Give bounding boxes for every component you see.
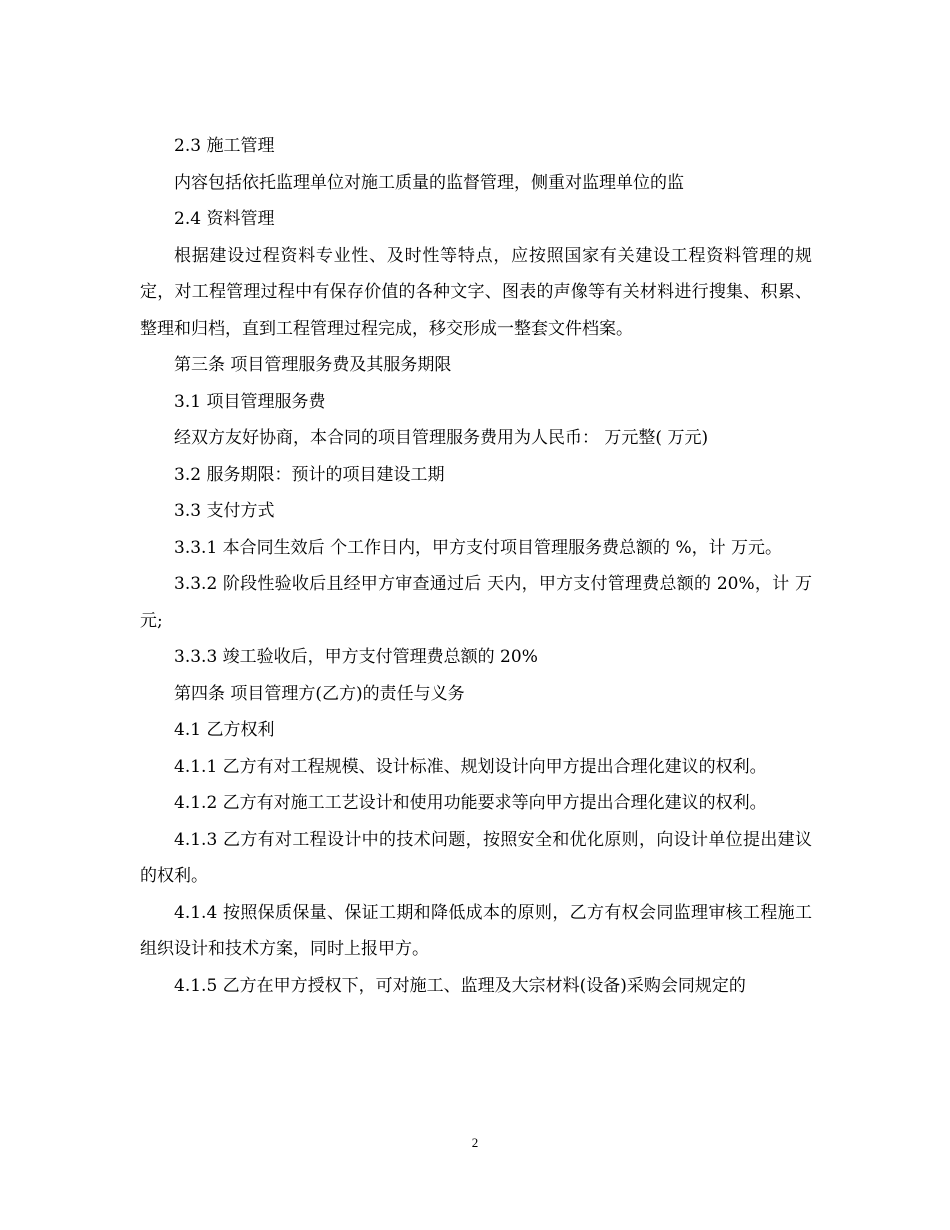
paragraph: 3.2 服务期限：预计的项目建设工期 (174, 464, 445, 485)
heading-2-3: 2.3 施工管理 (174, 136, 275, 156)
paragraph: 内容包括依托监理单位对施工质量的监督管理，侧重对监理单位的监 (174, 172, 684, 193)
paragraph: 根据建设过程资料专业性、及时性等特点，应按照国家有关建设工程资料管理的规定，对工程管理过程中有保存价值的各种文字、图表的声像等有关材料进行搜集、积累、整理和归档，直到工程管理过程完成，移交形成一整套文件档案。 (140, 245, 812, 339)
heading-3-1: 3.1 项目管理服务费 (174, 391, 326, 412)
paragraph: 经双方友好协商，本合同的项目管理服务费用为人民币： 万元整( 万元) (174, 428, 709, 448)
paragraph: 3.3.2 阶段性验收后且经甲方审查通过后 天内，甲方支付管理费总额的 20%，计 万元; (140, 574, 812, 631)
paragraph: 4.1.2 乙方有对施工工艺设计和使用功能要求等向甲方提出合理化建议的权利。 (174, 793, 767, 813)
paragraph: 4.1.1 乙方有对工程规模、设计标准、规划设计向甲方提出合理化建议的权利。 (174, 756, 767, 777)
heading-3-3: 3.3 支付方式 (174, 501, 275, 521)
paragraph: 3.3.3 竣工验收后，甲方支付管理费总额的 20% (174, 647, 538, 667)
paragraph: 3.3.1 本合同生效后 个工作日内，甲方支付项目管理服务费总额的 %，计 万元。 (174, 537, 783, 558)
paragraph: 4.1.5 乙方在甲方授权下，可对施工、监理及大宗材料(设备)采购会同规定的 (174, 975, 746, 996)
document-body (140, 128, 812, 1004)
paragraph: 4.1.4 按照保质保量、保证工期和降低成本的原则，乙方有权会同监理审核工程施工组织设计和技术方案，同时上报甲方。 (140, 902, 812, 959)
paragraph: 4.1.3 乙方有对工程设计中的技术问题，按照安全和优化原则，向设计单位提出建议的权利。 (140, 829, 812, 886)
page-number: 2 (471, 1135, 479, 1150)
heading-2-4: 2.4 资料管理 (174, 209, 275, 229)
heading-4-1: 4.1 乙方权利 (174, 720, 275, 740)
article-4-heading: 第四条 项目管理方(乙方)的责任与义务 (174, 683, 465, 704)
article-3-heading: 第三条 项目管理服务费及其服务期限 (174, 355, 452, 375)
